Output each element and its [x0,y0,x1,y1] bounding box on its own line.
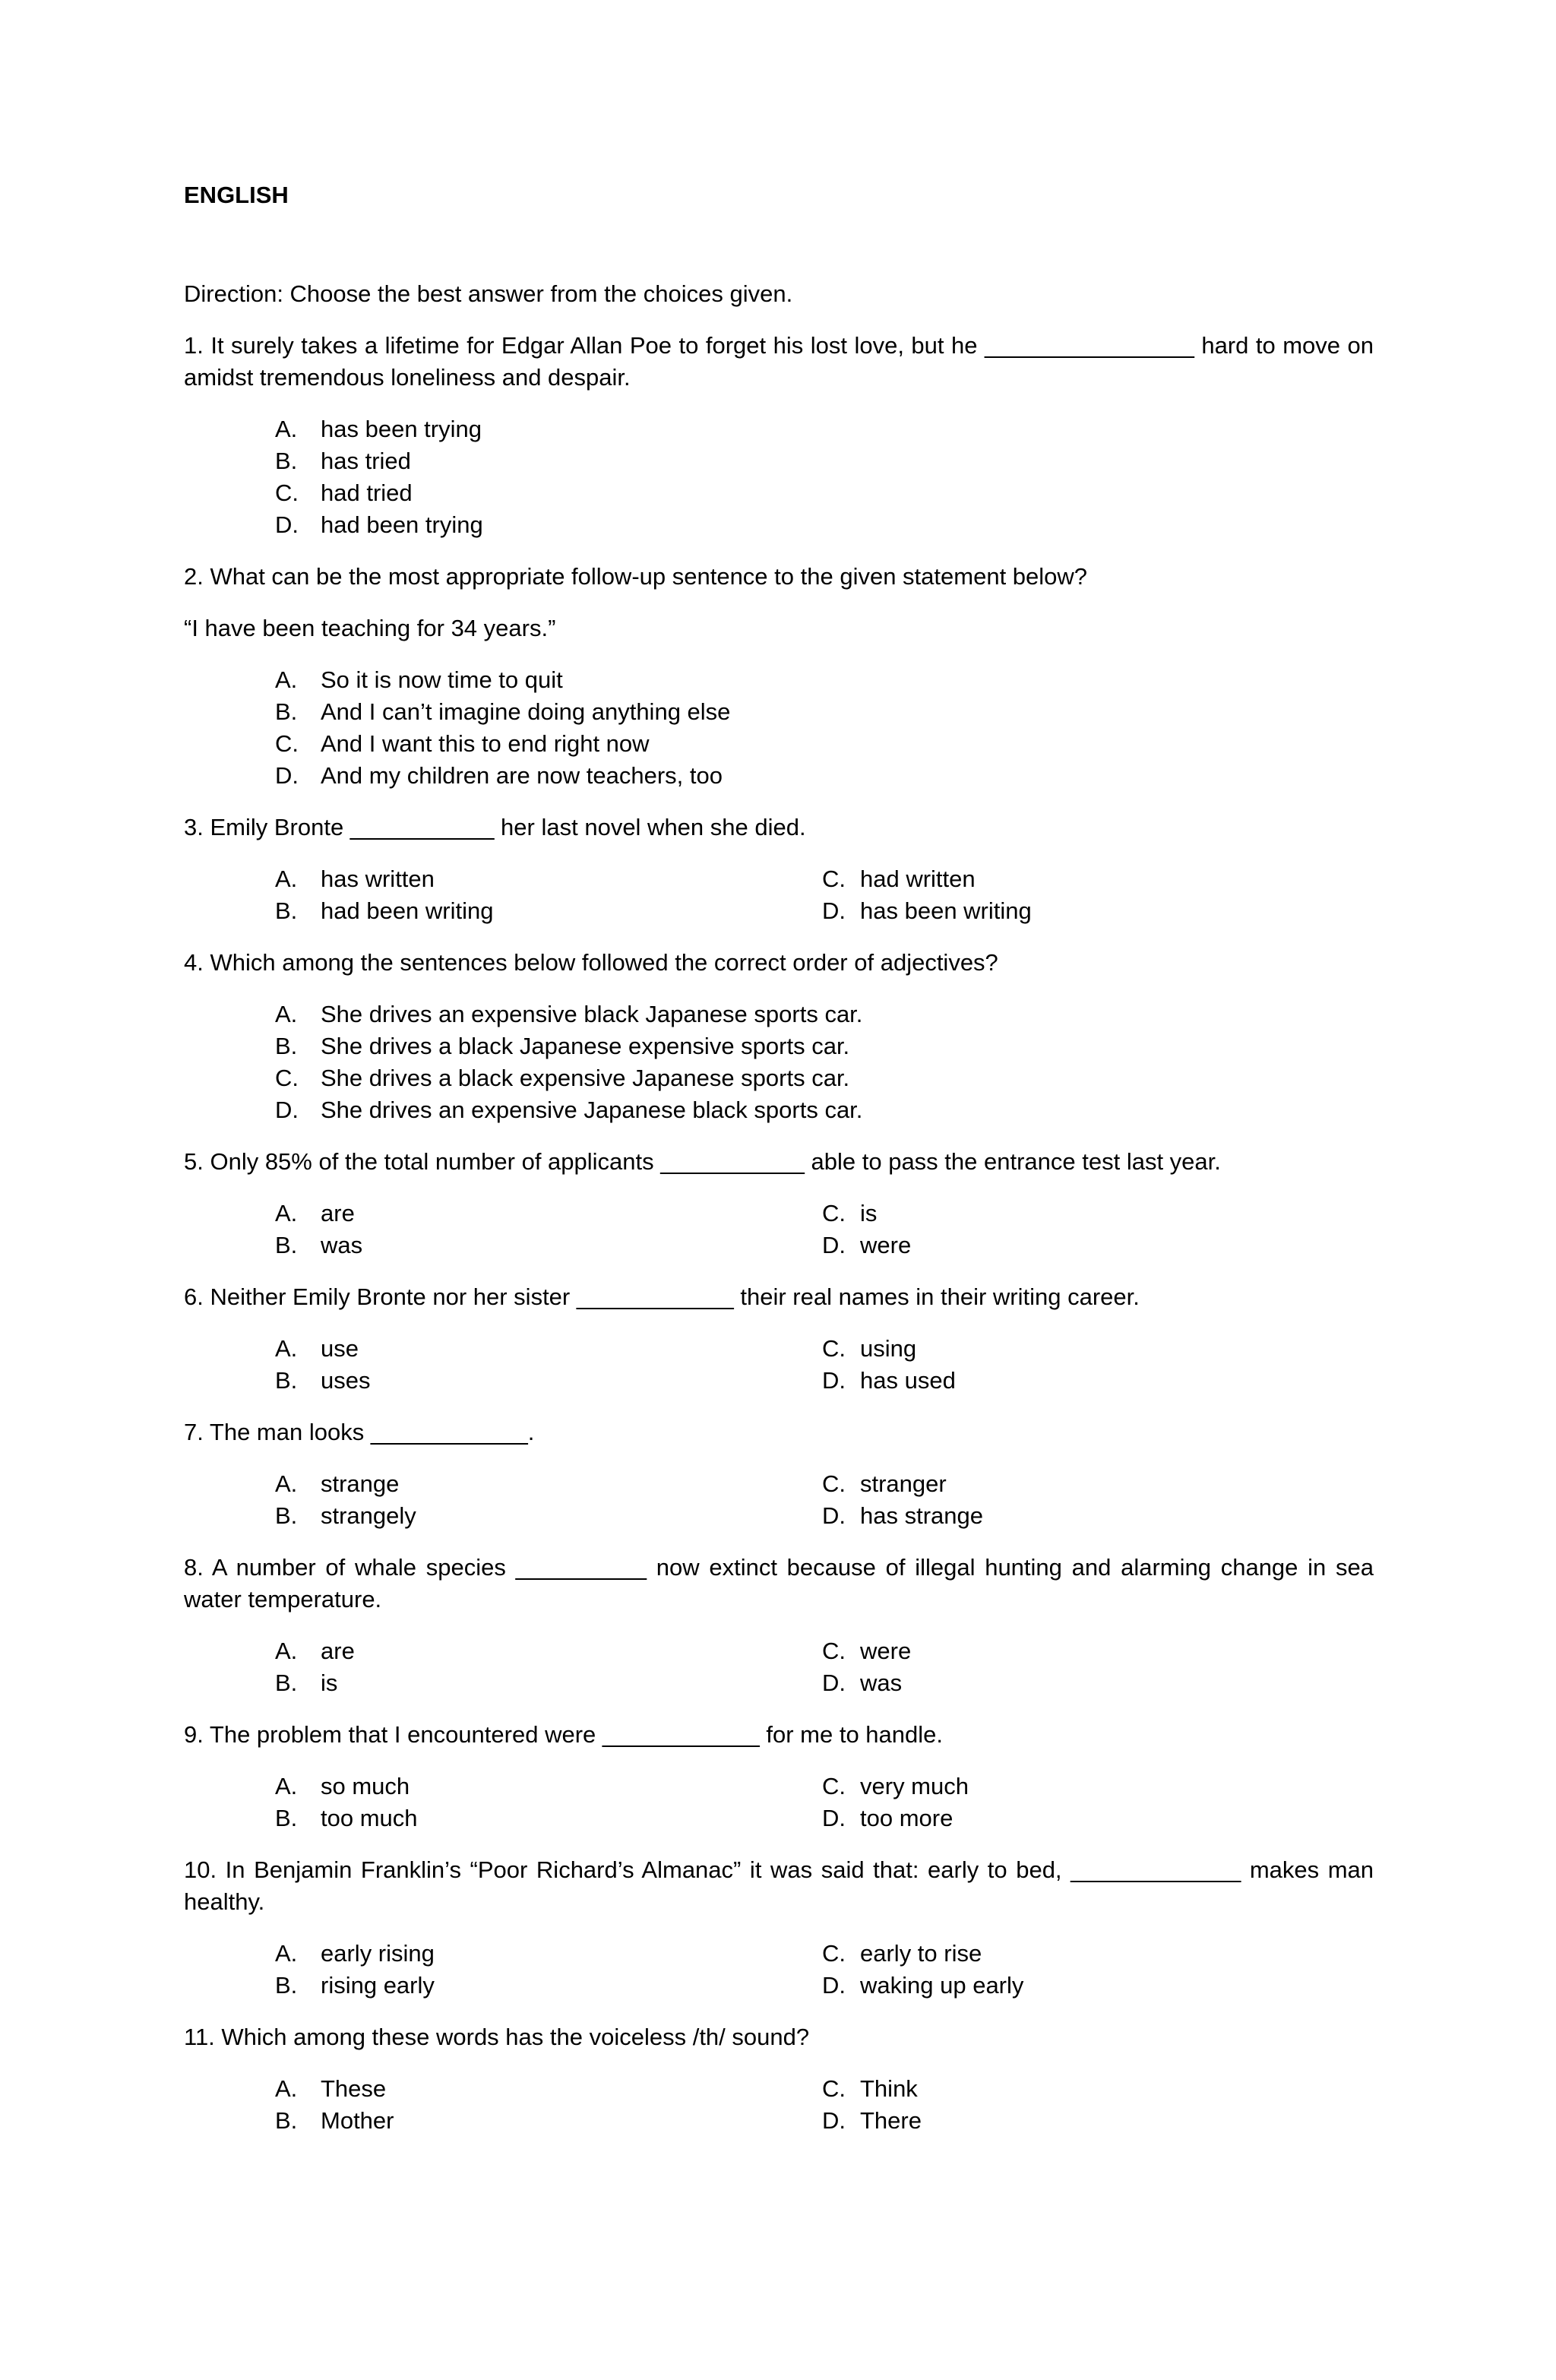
options-column-right [822,863,1354,927]
question-1 [184,330,1374,541]
options-column-left [275,863,822,927]
options-grid [275,1468,1374,1532]
option-text: waking up early [860,1972,1024,1999]
answer-option [275,1030,1374,1062]
answer-option [275,1365,822,1397]
answer-option [275,999,1374,1030]
option-letter: A. [275,1638,298,1664]
answer-option [275,2105,822,2137]
question-8 [184,1552,1374,1699]
option-text: too more [860,1805,954,1831]
answer-option [822,1970,1354,2002]
option-letter: A. [275,2075,298,2102]
answer-option [822,1198,1354,1230]
question-text: 1. It surely takes a lifetime for Edgar Allan Poe to forget his lost love, but he ________________ hard to move on amidst tremendous loneliness and despair. [184,332,1374,391]
options-column-left [275,2073,822,2137]
options-grid [275,2073,1374,2137]
answer-option [275,664,1374,696]
option-letter: B. [275,1669,298,1696]
option-text: stranger [860,1470,947,1497]
option-letter: A. [275,1773,298,1799]
option-letter: B. [275,2107,298,2134]
option-letter: D. [822,1232,846,1258]
question-7 [184,1416,1374,1532]
question-5 [184,1146,1374,1261]
option-letter: B. [275,1367,298,1394]
option-text: Think [860,2075,918,2102]
option-letter: B. [275,448,298,474]
option-text: are [321,1200,355,1226]
answer-option [275,1333,822,1365]
options-column-left [275,1635,822,1699]
option-letter: B. [275,1033,298,1059]
answer-option [275,1771,822,1802]
option-text: is [860,1200,878,1226]
option-text: She drives an expensive black Japanese sports car. [321,1001,863,1027]
options-column-right [822,1938,1354,2002]
options-grid [275,863,1374,927]
options-list [275,413,1374,541]
option-letter: D. [822,1805,846,1831]
options-column-left [275,1938,822,2002]
questions-container [184,330,1374,2137]
answer-option [275,863,822,895]
question-4 [184,947,1374,1126]
option-letter: B. [275,897,298,924]
option-letter: D. [822,1502,846,1529]
option-text: had written [860,866,976,892]
option-letter: C. [275,1065,299,1091]
option-letter: D. [822,1367,846,1394]
option-letter: C. [822,866,846,892]
answer-option [275,445,1374,477]
option-text: had been trying [321,511,483,538]
options-column-left [275,1771,822,1834]
option-letter: C. [822,1470,846,1497]
options-list [275,999,1374,1126]
answer-option [275,1230,822,1261]
options-column-right [822,1198,1354,1261]
question-9 [184,1719,1374,1834]
option-letter: A. [275,1470,298,1497]
option-letter: C. [275,730,299,757]
option-text: There [860,2107,922,2134]
question-6 [184,1281,1374,1397]
option-text: And my children are now teachers, too [321,762,723,789]
option-letter: B. [275,1232,298,1258]
question-text: 10. In Benjamin Franklin’s “Poor Richard’s Almanac” it was said that: early to bed, _____________ makes man healthy. [184,1856,1374,1915]
answer-option [822,1500,1354,1532]
options-grid [275,1635,1374,1699]
answer-option [822,863,1354,895]
option-text: very much [860,1773,969,1799]
option-letter: A. [275,866,298,892]
option-text: These [321,2075,387,2102]
option-letter: D. [822,1669,846,1696]
option-text: She drives a black expensive Japanese sports car. [321,1065,850,1091]
option-text: was [321,1232,363,1258]
option-text: And I want this to end right now [321,730,650,757]
answer-option [275,696,1374,728]
option-letter: D. [275,511,299,538]
option-text: has tried [321,448,411,474]
options-column-right [822,1635,1354,1699]
answer-option [275,1468,822,1500]
answer-option [275,477,1374,509]
answer-option [275,2073,822,2105]
question-text: 5. Only 85% of the total number of applicants ___________ able to pass the entrance test last year. [184,1148,1221,1175]
options-grid [275,1938,1374,2002]
options-column-left [275,1198,822,1261]
option-text: are [321,1638,355,1664]
question-text: 11. Which among these words has the voiceless /th/ sound? [184,2024,810,2050]
answer-option [822,1365,1354,1397]
answer-option [822,1635,1354,1667]
option-letter: C. [822,1773,846,1799]
option-text: strange [321,1470,400,1497]
question-10 [184,1854,1374,2002]
option-text: And I can’t imagine doing anything else [321,698,731,725]
option-letter: A. [275,1335,298,1362]
options-list [275,664,1374,792]
option-letter: D. [275,1097,299,1123]
question-2 [184,561,1374,792]
answer-option [822,1333,1354,1365]
option-text: has written [321,866,435,892]
answer-option [822,895,1354,927]
option-text: is [321,1669,338,1696]
options-column-left [275,1468,822,1532]
answer-option [275,413,1374,445]
answer-option [822,1667,1354,1699]
options-grid [275,1198,1374,1261]
option-letter: A. [275,1940,298,1967]
option-text: was [860,1669,903,1696]
option-text: so much [321,1773,410,1799]
option-text: has been writing [860,897,1032,924]
question-text: 4. Which among the sentences below followed the correct order of adjectives? [184,949,998,976]
option-letter: C. [822,1638,846,1664]
option-text: uses [321,1367,371,1394]
option-text: use [321,1335,359,1362]
option-text: So it is now time to quit [321,666,563,693]
answer-option [275,509,1374,541]
options-column-right [822,1771,1354,1834]
option-text: too much [321,1805,418,1831]
option-text: had been writing [321,897,494,924]
option-text: has used [860,1367,956,1394]
option-text: were [860,1638,912,1664]
answer-option [275,1198,822,1230]
answer-option [275,1802,822,1834]
answer-option [822,1802,1354,1834]
direction-text: Direction: Choose the best answer from the choices given. [184,280,793,307]
answer-option [275,895,822,927]
answer-option [822,1938,1354,1970]
question-text: 7. The man looks ____________. [184,1419,535,1445]
option-text: has been trying [321,416,482,442]
question-3 [184,812,1374,927]
option-letter: A. [275,666,298,693]
question-text: 2. What can be the most appropriate follow-up sentence to the given statement below? [184,563,1088,590]
option-letter: B. [275,1805,298,1831]
answer-option [275,1938,822,1970]
answer-option [275,728,1374,760]
answer-option [275,1635,822,1667]
option-letter: D. [822,2107,846,2134]
option-text: rising early [321,1972,435,1999]
option-text: strangely [321,1502,416,1529]
options-grid [275,1333,1374,1397]
option-letter: A. [275,416,298,442]
answer-option [275,1500,822,1532]
question-text: 3. Emily Bronte ___________ her last novel when she died. [184,814,806,840]
answer-option [822,1230,1354,1261]
option-letter: B. [275,1502,298,1529]
question-text: 8. A number of whale species __________ now extinct because of illegal hunting and alarming change in sea water temperature. [184,1554,1374,1613]
option-text: were [860,1232,912,1258]
options-column-right [822,2073,1354,2137]
answer-option [275,1094,1374,1126]
option-letter: C. [822,1940,846,1967]
options-column-left [275,1333,822,1397]
options-column-right [822,1333,1354,1397]
answer-option [275,1970,822,2002]
answer-option [275,1062,1374,1094]
question-11 [184,2021,1374,2137]
answer-option [275,760,1374,792]
option-letter: A. [275,1001,298,1027]
answer-option [822,2073,1354,2105]
option-letter: C. [275,479,299,506]
question-quote: “I have been teaching for 34 years.” [184,615,556,641]
options-grid [275,1771,1374,1834]
option-letter: B. [275,1972,298,1999]
option-letter: D. [275,762,299,789]
option-letter: B. [275,698,298,725]
section-title: ENGLISH [184,182,289,208]
answer-option [822,1771,1354,1802]
option-letter: D. [822,1972,846,1999]
option-text: had tried [321,479,413,506]
option-text: Mother [321,2107,394,2134]
option-text: She drives a black Japanese expensive sports car. [321,1033,850,1059]
option-letter: C. [822,2075,846,2102]
question-text: 9. The problem that I encountered were ____________ for me to handle. [184,1721,944,1748]
option-letter: C. [822,1200,846,1226]
option-letter: C. [822,1335,846,1362]
answer-option [822,2105,1354,2137]
option-text: She drives an expensive Japanese black sports car. [321,1097,863,1123]
option-text: has strange [860,1502,983,1529]
option-text: using [860,1335,917,1362]
answer-option [822,1468,1354,1500]
option-text: early to rise [860,1940,982,1967]
option-letter: A. [275,1200,298,1226]
exam-page [184,179,1374,2157]
answer-option [275,1667,822,1699]
option-text: early rising [321,1940,435,1967]
question-text: 6. Neither Emily Bronte nor her sister ____________ their real names in their writing career. [184,1283,1140,1310]
options-column-right [822,1468,1354,1532]
option-letter: D. [822,897,846,924]
